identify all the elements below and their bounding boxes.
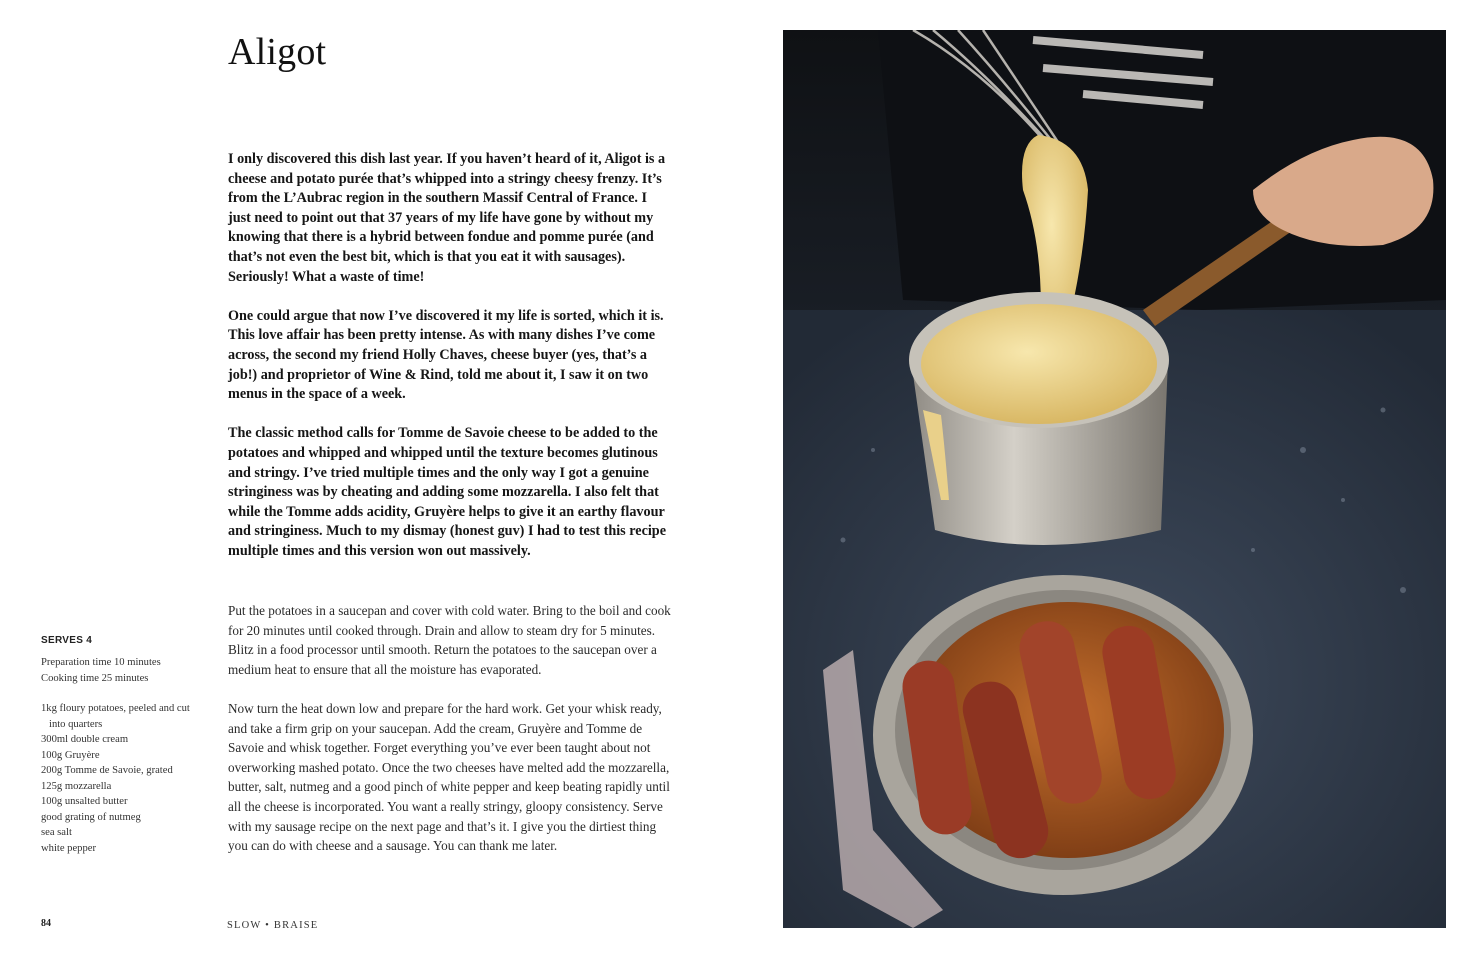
food-photo [783, 30, 1446, 928]
ingredient-item: 1kg floury potatoes, peeled and cut into quarters [41, 703, 190, 730]
prep-time: Preparation time 10 minutes [41, 657, 161, 668]
ingredient-item: 300ml double cream [41, 734, 129, 745]
method-step: Now turn the heat down low and prepare for the hard work. Get your whisk ready, and take a firm grip on your saucepan. Add the cream, Gruyère and Tomme de Savoie and whisk together. Forget everything you’ve ever been taught about not overworking mashed potato. Once the two cheeses have melted add the mozzarella, butter, salt, nutmeg and a good pinch of white pepper and keep beating rapidly until all the cheese is incorporated. You want a really stringy, gloopy consistency. Serve with my sausage recipe on the next page and that’s it. I give you the dirtiest thing you can do with cheese and a sausage. You can thank me later. [228, 700, 670, 854]
recipe-title: Aligot [228, 31, 327, 73]
food-photo-illustration [783, 30, 1446, 928]
ingredient-item: white pepper [41, 842, 97, 854]
method-text [228, 601, 676, 875]
ingredient-item: 125g mozzarella [41, 780, 112, 792]
ingredient-item: 100g Gruyère [41, 749, 100, 761]
running-head: SLOW • BRAISE [227, 920, 319, 931]
method-step: Put the potatoes in a saucepan and cover with cold water. Bring to the boil and cook for 20 minutes until cooked through. Drain and allow to steam dry for 5 minutes. Blitz in a food processor until smooth. Return the potatoes to the saucepan over a medium heat to ensure that all the moisture has evaporated. [228, 603, 671, 677]
serves-label: SERVES 4 [41, 635, 93, 646]
ingredient-item: sea salt [41, 827, 72, 838]
aligot-mash [921, 304, 1157, 424]
intro-paragraph: The classic method calls for Tomme de Savoie cheese to be added to the potatoes and whipped and whipped until the texture becomes glutinous and stringy. I’ve tried multiple times and the only way I got a genuine stringiness was by cheating and adding some mozzarella. I also felt that while the Tomme adds acidity, Gruyère helps to give it an earthy flavour and stringiness. Much to my dismay (honest guv) I had to test this recipe multiple times and this version won out massively. [228, 425, 666, 559]
intro-text [228, 150, 673, 581]
ingredient-item: 200g Tomme de Savoie, grated [41, 765, 173, 776]
page-number: 84 [41, 918, 51, 929]
ingredient-item: good grating of nutmeg [41, 811, 141, 823]
intro-paragraph: I only discovered this dish last year. If you haven’t heard of it, Aligot is a cheese and potato purée that’s whipped into a stringy cheesy frenzy. It’s from the L’Aubrac region in the southern Massif Central of France. I just need to point out that 37 years of my life have gone by without my knowing that there is a hybrid between fondue and pomme purée (and that’s not even the best bit, which is that you eat it with sausages). Seriously! What a waste of time! [228, 151, 666, 285]
timings [41, 655, 211, 686]
cook-time: Cooking time 25 minutes [41, 672, 149, 684]
ingredient-list [41, 701, 206, 856]
intro-paragraph: One could argue that now I’ve discovered it my life is sorted, which it is. This love affair has been pretty intense. As with many dishes I’ve come across, the second my friend Holly Chaves, cheese buyer (yes, that’s a job!) and proprietor of Wine & Rind, told me about it, I saw it on two menus in the space of a week. [228, 307, 664, 403]
ingredient-item: 100g unsalted butter [41, 796, 128, 807]
